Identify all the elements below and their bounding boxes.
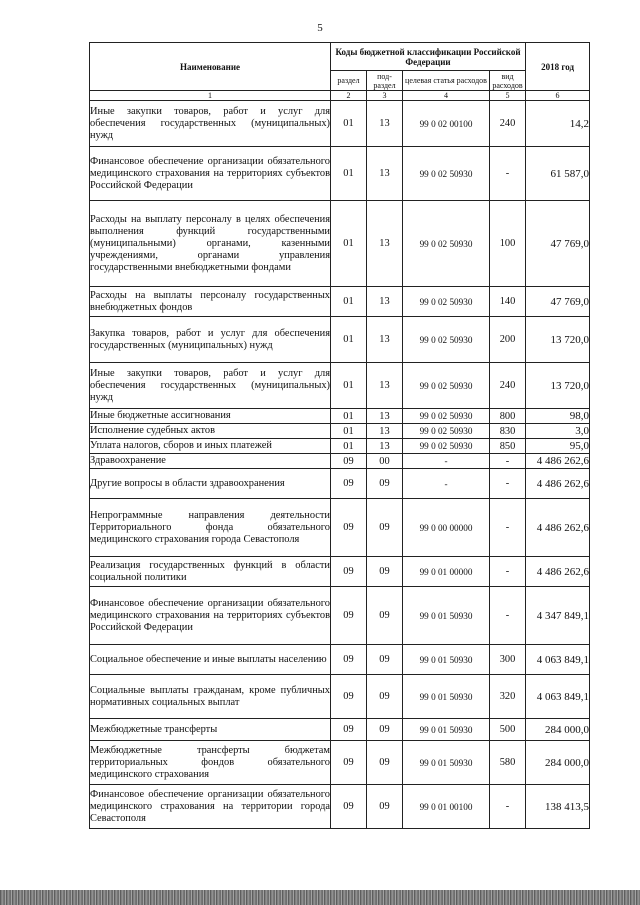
row-subsection: 13 — [367, 424, 403, 439]
row-subsection: 13 — [367, 147, 403, 201]
row-expense-type: 240 — [490, 101, 526, 147]
row-section: 01 — [331, 363, 367, 409]
row-subsection: 13 — [367, 287, 403, 317]
header-expense-type: вид расходов — [490, 71, 526, 91]
row-section: 09 — [331, 719, 367, 741]
row-section: 01 — [331, 201, 367, 287]
row-section: 09 — [331, 557, 367, 587]
column-number: 2 — [331, 91, 367, 101]
row-target-item: 99 0 02 50930 — [403, 201, 490, 287]
table-row — [90, 409, 590, 424]
row-target-item: 99 0 01 50930 — [403, 645, 490, 675]
row-target-item: 99 0 02 50930 — [403, 363, 490, 409]
row-section: 09 — [331, 454, 367, 469]
row-name: Финансовое обеспечение организации обязательного медицинского страхования на территориях субъектов Российской Федерации — [90, 147, 331, 201]
table-row — [90, 287, 590, 317]
row-subsection: 13 — [367, 317, 403, 363]
row-name: Уплата налогов, сборов и иных платежей — [90, 439, 331, 454]
column-number: 1 — [90, 91, 331, 101]
row-expense-type: 300 — [490, 645, 526, 675]
row-section: 09 — [331, 645, 367, 675]
row-subsection: 09 — [367, 675, 403, 719]
row-section: 09 — [331, 785, 367, 829]
row-amount: 4 063 849,1 — [526, 675, 590, 719]
row-section: 09 — [331, 741, 367, 785]
row-amount: 3,0 — [526, 424, 590, 439]
row-target-item: 99 0 01 50930 — [403, 719, 490, 741]
row-amount: 284 000,0 — [526, 719, 590, 741]
row-amount: 138 413,5 — [526, 785, 590, 829]
row-subsection: 00 — [367, 454, 403, 469]
column-number: 4 — [403, 91, 490, 101]
row-section: 09 — [331, 587, 367, 645]
row-amount: 4 486 262,6 — [526, 557, 590, 587]
row-amount: 4 063 849,1 — [526, 645, 590, 675]
row-amount: 4 486 262,6 — [526, 454, 590, 469]
row-name: Финансовое обеспечение организации обязательного медицинского страхования на территории города Севастополя — [90, 785, 331, 829]
row-amount: 14,2 — [526, 101, 590, 147]
header-section: раздел — [331, 71, 367, 91]
table-row — [90, 785, 590, 829]
row-expense-type: 100 — [490, 201, 526, 287]
row-expense-type: - — [490, 587, 526, 645]
scan-edge-strip — [0, 890, 640, 905]
row-section: 09 — [331, 469, 367, 499]
page-number: 5 — [317, 22, 323, 34]
table-row — [90, 147, 590, 201]
table-row — [90, 363, 590, 409]
row-target-item: 99 0 01 50930 — [403, 587, 490, 645]
row-name: Расходы на выплату персоналу в целях обеспечения выполнения функций государственными (муниципальными) органами, казенными учреждениями, органами управления государственными внебюджетными фондами — [90, 201, 331, 287]
column-number: 3 — [367, 91, 403, 101]
table-row — [90, 675, 590, 719]
row-amount: 98,0 — [526, 409, 590, 424]
row-subsection: 13 — [367, 409, 403, 424]
row-amount: 61 587,0 — [526, 147, 590, 201]
row-target-item: 99 0 02 00100 — [403, 101, 490, 147]
row-amount: 47 769,0 — [526, 201, 590, 287]
row-name: Иные закупки товаров, работ и услуг для обеспечения государственных (муниципальных) нужд — [90, 363, 331, 409]
row-expense-type: - — [490, 557, 526, 587]
row-name: Закупка товаров, работ и услуг для обеспечения государственных (муниципальных) нужд — [90, 317, 331, 363]
row-subsection: 09 — [367, 499, 403, 557]
row-expense-type: - — [490, 785, 526, 829]
row-target-item: 99 0 02 50930 — [403, 287, 490, 317]
row-section: 01 — [331, 424, 367, 439]
row-subsection: 13 — [367, 439, 403, 454]
row-subsection: 09 — [367, 557, 403, 587]
header-target-item: целевая статья расходов — [403, 71, 490, 91]
table-row — [90, 499, 590, 557]
row-target-item: 99 0 02 50930 — [403, 439, 490, 454]
row-section: 01 — [331, 409, 367, 424]
row-name: Расходы на выплаты персоналу государственных внебюджетных фондов — [90, 287, 331, 317]
row-target-item: 99 0 02 50930 — [403, 409, 490, 424]
column-number-row — [90, 91, 590, 101]
row-target-item: 99 0 01 50930 — [403, 675, 490, 719]
row-name: Межбюджетные трансферты бюджетам территориальных фондов обязательного медицинского страхования — [90, 741, 331, 785]
row-name: Социальные выплаты гражданам, кроме публичных нормативных социальных выплат — [90, 675, 331, 719]
row-subsection: 13 — [367, 201, 403, 287]
row-expense-type: 200 — [490, 317, 526, 363]
row-name: Другие вопросы в области здравоохранения — [90, 469, 331, 499]
table-row — [90, 645, 590, 675]
row-target-item: 99 0 01 00000 — [403, 557, 490, 587]
table-row — [90, 587, 590, 645]
row-section: 01 — [331, 147, 367, 201]
header-year: 2018 год — [526, 43, 590, 91]
row-expense-type: 830 — [490, 424, 526, 439]
row-name: Непрограммные направления деятельности Территориального фонда обязательного медицинского страхования города Севастополя — [90, 499, 331, 557]
table-row — [90, 719, 590, 741]
row-target-item: 99 0 01 00100 — [403, 785, 490, 829]
header-codes-group: Коды бюджетной классификации Российской Федерации — [331, 43, 526, 71]
row-amount: 13 720,0 — [526, 363, 590, 409]
row-subsection: 09 — [367, 719, 403, 741]
row-expense-type: 800 — [490, 409, 526, 424]
row-amount: 284 000,0 — [526, 741, 590, 785]
row-expense-type: 140 — [490, 287, 526, 317]
row-expense-type: - — [490, 469, 526, 499]
row-expense-type: 580 — [490, 741, 526, 785]
table-body — [90, 101, 590, 829]
table-row — [90, 317, 590, 363]
table-row — [90, 741, 590, 785]
row-section: 01 — [331, 317, 367, 363]
row-target-item: 99 0 02 50930 — [403, 317, 490, 363]
row-subsection: 09 — [367, 785, 403, 829]
row-amount: 47 769,0 — [526, 287, 590, 317]
row-subsection: 13 — [367, 363, 403, 409]
row-name: Иные бюджетные ассигнования — [90, 409, 331, 424]
column-number: 6 — [526, 91, 590, 101]
row-name: Реализация государственных функций в области социальной политики — [90, 557, 331, 587]
header-name: Наименование — [90, 43, 331, 91]
row-name: Межбюджетные трансферты — [90, 719, 331, 741]
row-section: 09 — [331, 499, 367, 557]
row-target-item: - — [403, 469, 490, 499]
row-name: Иные закупки товаров, работ и услуг для обеспечения государственных (муниципальных) нужд — [90, 101, 331, 147]
row-amount: 95,0 — [526, 439, 590, 454]
row-target-item: 99 0 01 50930 — [403, 741, 490, 785]
row-section: 01 — [331, 439, 367, 454]
row-name: Здравоохранение — [90, 454, 331, 469]
row-subsection: 09 — [367, 741, 403, 785]
row-expense-type: 320 — [490, 675, 526, 719]
row-amount: 13 720,0 — [526, 317, 590, 363]
table-row — [90, 454, 590, 469]
row-section: 01 — [331, 287, 367, 317]
table-row — [90, 557, 590, 587]
row-amount: 4 486 262,6 — [526, 499, 590, 557]
row-subsection: 09 — [367, 469, 403, 499]
row-name: Исполнение судебных актов — [90, 424, 331, 439]
row-target-item: 99 0 02 50930 — [403, 147, 490, 201]
row-expense-type: - — [490, 147, 526, 201]
table-row — [90, 101, 590, 147]
row-name: Финансовое обеспечение организации обязательного медицинского страхования на территориях субъектов Российской Федерации — [90, 587, 331, 645]
row-amount: 4 347 849,1 — [526, 587, 590, 645]
row-expense-type: 850 — [490, 439, 526, 454]
row-target-item: - — [403, 454, 490, 469]
table-row — [90, 439, 590, 454]
row-expense-type: - — [490, 499, 526, 557]
row-subsection: 09 — [367, 587, 403, 645]
row-name: Социальное обеспечение и иные выплаты населению — [90, 645, 331, 675]
budget-table — [89, 42, 590, 829]
row-target-item: 99 0 02 50930 — [403, 424, 490, 439]
row-expense-type: 500 — [490, 719, 526, 741]
column-number: 5 — [490, 91, 526, 101]
table-row — [90, 201, 590, 287]
row-section: 01 — [331, 101, 367, 147]
row-subsection: 09 — [367, 645, 403, 675]
table-row — [90, 469, 590, 499]
header-subsection: под-раздел — [367, 71, 403, 91]
row-expense-type: - — [490, 454, 526, 469]
row-target-item: 99 0 00 00000 — [403, 499, 490, 557]
row-subsection: 13 — [367, 101, 403, 147]
row-section: 09 — [331, 675, 367, 719]
table-row — [90, 424, 590, 439]
row-amount: 4 486 262,6 — [526, 469, 590, 499]
row-expense-type: 240 — [490, 363, 526, 409]
